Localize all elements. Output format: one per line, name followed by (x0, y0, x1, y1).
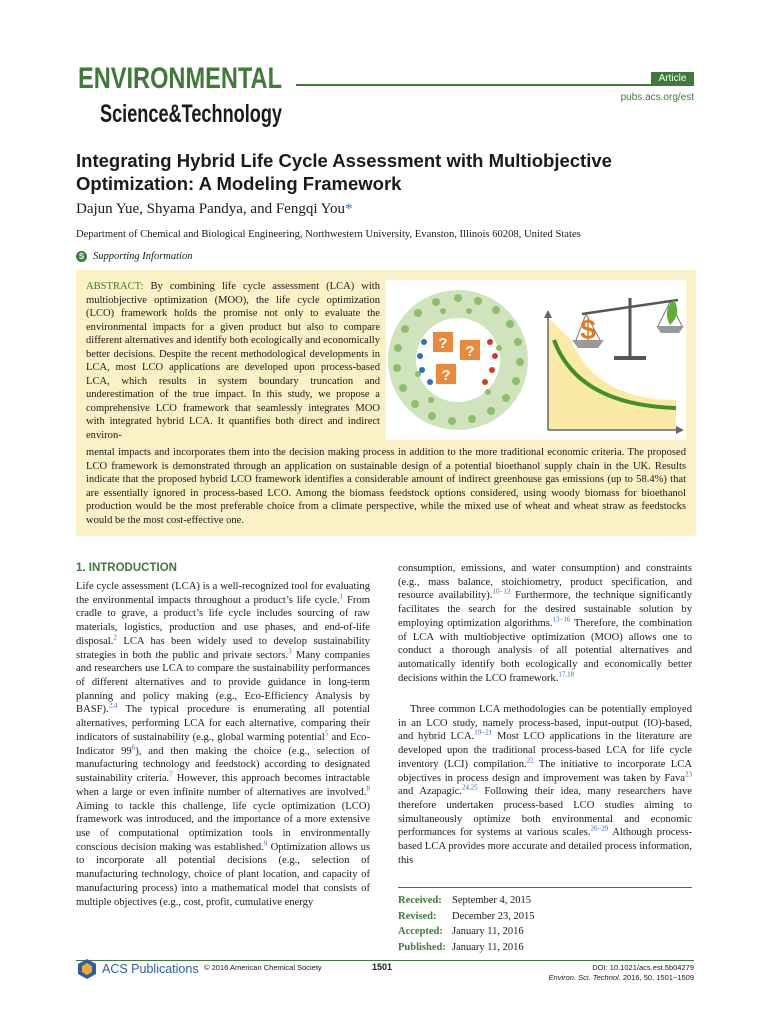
ring-illustration (388, 290, 528, 430)
author-names: Dajun Yue, Shyama Pandya, and Fengqi You (76, 201, 346, 217)
abstract-text-part-2: mental impacts and incorporates them into the decision making process in addition to the more traditional economic criteria. The proposed LCO framework is demonstrated through an application on sustainable design of a potential bioethanol supply chain in the UK. Results indicate that the proposed hybrid LCO framework identifies a considerable amount of indirect greenhouse gas emissions (up to 58.4%) that are essentially ignored in process-based LCO. Among the biomass feedstock options considered, using woody biomass for bioethanol production would be the most preferable choice from a climate perspective, while the mixed use of wheat and wheat straw as feedstocks would be the most cost-effective one. (86, 447, 686, 526)
question-mark-1: ? (438, 335, 448, 352)
affiliation: Department of Chemical and Biological Engineering, Northwestern University, Evanston, Illinois 60208, United States (76, 229, 581, 240)
citation-ref[interactable]: 1 (339, 592, 344, 601)
citation-ref[interactable]: 10−12 (492, 587, 511, 596)
journal-logo (76, 50, 286, 132)
dates-rule (398, 887, 692, 888)
citation-ref[interactable]: 3 (288, 647, 292, 656)
date-value: January 11, 2016 (452, 941, 524, 953)
journal-abbrev: Environ. Sci. Technol. (548, 973, 621, 982)
dollar-sign: $ (580, 314, 596, 345)
citation-ref[interactable]: 26−29 (590, 824, 609, 833)
citation-ref[interactable]: 7 (169, 770, 173, 779)
journal-url-link[interactable]: pubs.acs.org/est (620, 92, 694, 103)
supporting-info-label: Supporting Information (93, 251, 193, 262)
citation-ref[interactable]: 9 (263, 839, 268, 848)
citation-ref[interactable]: 23 (685, 770, 692, 779)
publication-dates (398, 893, 535, 955)
question-mark-2: ? (465, 343, 475, 360)
toc-graphic (386, 280, 686, 440)
citation-ref[interactable]: 13−16 (552, 615, 571, 624)
journal-reference (520, 973, 694, 983)
citation-ref[interactable]: 22 (526, 756, 534, 765)
intro-left-column: Life cycle assessment (LCA) is a well-recognized tool for evaluating the environmental impacts throughout a product’s life cycle.$^1$ From cradle to grave, a product’s life cycle includes sourcing of raw materials, logistics, production and use phases, and end-of-life disposal.$^2$ LCA has been widely used to develop sustainability strategies in both the public and private sectors.$^3$ Many companies and researchers use LCA to compare the sustainability performances of different alternatives and to provide guidance in long-term planning and policy making (e.g., Eco-Efficiency Analysis by BASF).$^{2,4}$ The typical procedure is enumerating all potential alternatives, performing LCA for each alternative, comparing their indicators of sustainability (e.g., global warming potential$^5$ and Eco-Indicator $99^6$), and then making the choice (e.g., selection of manufacturing technology and feedstock) according to designated sustainability criteria.$^7$ However, this approach becomes intractable when a large or even infinite number of alternatives are involved.$^8$ Aiming to tackle this challenge, life cycle optimization (LCO) framework was introduced, and the importance of a more extensive use of computational optimization tools in environmentally conscious decision making was established.$^9$ Optimization allows us to incorporate all potential decisions (e.g., selection of manufacturing technology, choice of plant location, and capacity of manufacturing process) into a mathematical model that consists of multiple objectives (e.g., cost, profit, cumulative energy (76, 581, 371, 908)
intro-right-column-paragraph-2: Three common LCA methodologies can be potentially employed in an LCO study, namely process-based, input-output (IO)-based, and hybrid LCA.$^{19-21}$ Most LCO applications in the literature are developed upon the traditional process-based LCA for life cycle inventory (LCI) compilation.$^{22}$ The initiative to incorporate LCA objectives in process design and improvement was taken by Fava$^{23}$ and Azapagic.$^{24,25}$ Following their idea, many researchers have therefore undertaken process-based LCO studies aiming to simultaneously optimize both environmental and economic performances for systems at various scales.$^{26-29}$ Although process-based LCA provides more accurate and detailed process information, this (398, 704, 692, 866)
section-heading-introduction: 1. INTRODUCTION (76, 562, 177, 574)
date-row (398, 909, 535, 925)
date-row (398, 940, 535, 956)
logo-line-1: ENVIRONMENTAL (78, 62, 282, 95)
journal-volume-pages: 2016, 50, 1501−1509 (620, 973, 694, 982)
logo-line-2: Science&Technology (100, 100, 283, 128)
doi-citation (520, 963, 694, 983)
citation-ref[interactable]: 17,18 (558, 670, 575, 679)
doi-link[interactable]: DOI: 10.1021/acs.est.5b04279 (592, 963, 694, 972)
question-mark-3: ? (441, 367, 451, 384)
author-list (76, 201, 353, 218)
abstract-text-part-1 (86, 280, 380, 443)
citation-ref[interactable]: 2 (113, 633, 117, 642)
paper-title: Integrating Hybrid Life Cycle Assessment with Multiobjective Optimization: A Modeling Framework (76, 150, 612, 194)
article-type-badge: Article (651, 72, 694, 86)
publisher-logo[interactable] (76, 958, 199, 980)
date-label: Accepted: (398, 926, 443, 937)
page-number: 1501 (372, 962, 393, 972)
publisher-name: ACS Publications (102, 962, 199, 976)
date-row (398, 924, 535, 940)
header-rule (296, 84, 694, 86)
citation-ref[interactable]: 5 (324, 729, 329, 738)
date-value: December 23, 2015 (452, 910, 535, 922)
abstract-label: ABSTRACT: (86, 281, 144, 292)
citation-ref[interactable]: 8 (366, 784, 370, 793)
citation-ref[interactable]: 6 (131, 743, 136, 752)
abstract-part-1: By combining life cycle assessment (LCA) with multiobjective optimization (MOO), the life cycle optimization (LCO) framework holds the promise not only to evaluate the environmental impacts for a given product but also to compare different alternatives and identify both ecologically and economically better decisions. Despite the recent methodological developments in LCA, most LCO applications are developed upon process-based LCA, which results in system boundary truncation and underestimation of the true impact. In this study, we propose a comprehensive LCO framework that seamlessly integrates MOO with integrated hybrid LCA. It quantifies both direct and indirect environ- (86, 281, 381, 442)
date-row (398, 893, 535, 909)
citation-ref[interactable]: 2,4 (108, 701, 118, 710)
citation-ref[interactable]: 19−21 (474, 728, 493, 737)
date-label: Received: (398, 895, 442, 906)
intro-right-column-paragraph-1: consumption, emissions, and water consumption) and constraints (e.g., mass balance, stoichiometry, product specification, and resource availability).$^{10-12}$ Furthermore, the technique significantly facilitates the search for the desired sustainable solution by employing optimization algorithms.$^{13-16}$ Therefore, the combination of LCA with multiobjective optimization (MOO) allows one to conduct a thorough analysis of all potential alternatives and automatically identify both ecologically and economically better decisions within the LCO framework.$^{17,18}$ (398, 563, 693, 684)
date-value: January 11, 2016 (452, 926, 524, 937)
acs-hexagon-icon (76, 958, 98, 980)
supporting-info-link[interactable] (76, 251, 192, 262)
citation-ref[interactable]: 24,25 (462, 783, 478, 792)
date-label: Published: (398, 941, 446, 953)
date-label: Revised: (398, 910, 437, 922)
copyright: © 2016 American Chemical Society (204, 963, 322, 972)
date-value: September 4, 2015 (452, 895, 532, 906)
corresponding-author-mark[interactable]: * (345, 201, 353, 217)
supporting-info-icon: S (76, 251, 87, 262)
